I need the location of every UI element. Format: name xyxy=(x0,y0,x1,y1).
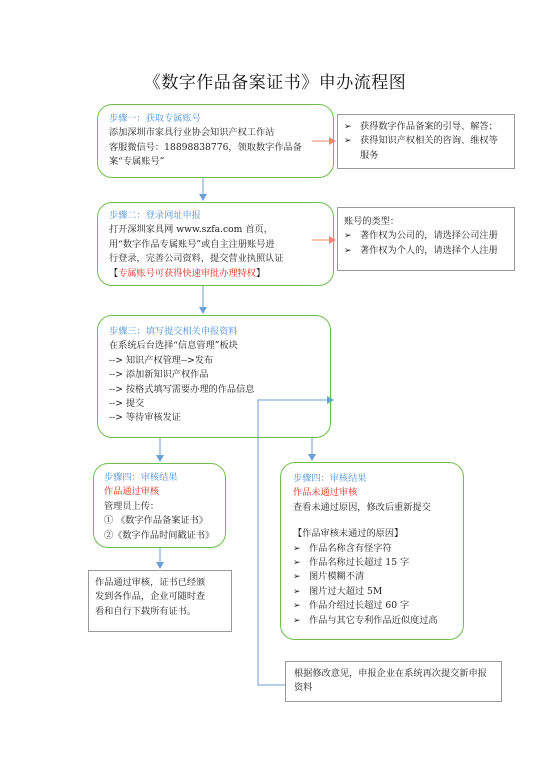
result-line-3: 看和自行下载所有证书。 xyxy=(95,605,197,617)
arrow-bullet-icon: ➢ xyxy=(293,571,301,583)
bracket-open: 【 xyxy=(109,267,119,279)
arrow-bullet-icon: ➢ xyxy=(344,121,352,132)
step4-fail-heading: 步骤四：审核结果 xyxy=(293,473,367,484)
page-title: 《数字作品备案证书》申办流程图 xyxy=(143,73,407,93)
step1-heading: 步骤一：获取专属账号 xyxy=(109,113,201,124)
step3-heading: 步骤三：填写提交相关申报资料 xyxy=(109,326,238,337)
resubmit-line-1: 根据修改意见，申报企业在系统再次提交新申报 xyxy=(294,668,487,679)
step4-fail-line-1: 查看未通过原因，修改后重新提交 xyxy=(293,501,431,513)
step2-line-3: 行登录，完善公司资料，提交营业执照认证 xyxy=(109,253,284,265)
step4-pass-heading: 步骤四：审核结果 xyxy=(104,472,178,483)
step1-line-2: 客服微信号：18898838776，领取数字作品备 xyxy=(109,141,302,153)
bracket-close: 】 xyxy=(256,267,266,279)
reason-item-text: 作品名称含有怪字符 xyxy=(309,542,392,554)
resubmit-line-2: 资料 xyxy=(294,682,313,694)
step3-line-3: --> 添加新知识产权作品 xyxy=(109,369,209,381)
note1-item-2-text: 获得知识产权相关的咨询、维权等 xyxy=(360,135,498,147)
reason-item-text: 作品与其它专利作品近似度过高 xyxy=(309,614,438,626)
result-line-2: 发到各作品，企业可随时查 xyxy=(95,591,206,603)
note2-item-2-text: 著作权为个人的，请选择个人注册 xyxy=(360,244,498,256)
result-line-1: 作品通过审核，证书已经颁 xyxy=(95,577,206,588)
step1-line-3: 案“专属账号” xyxy=(109,156,165,168)
step3-line-4: --> 按格式填写需要办理的作品信息 xyxy=(109,383,255,395)
note1-item-3-text: 服务 xyxy=(360,149,379,161)
arrow-bullet-icon: ➢ xyxy=(293,600,301,612)
step3-line-1: 在系统后台选择“信息管理”板块 xyxy=(109,340,238,352)
arrow-bullet-icon: ➢ xyxy=(344,244,352,256)
arrow-bullet-icon: ➢ xyxy=(293,542,301,554)
step3-line-5: --> 提交 xyxy=(109,398,145,410)
step4-pass-line-2: ① 《数字作品备案证书》 xyxy=(104,515,208,527)
reason-item-text: 图片模糊不清 xyxy=(309,571,365,583)
arrow-resubmit-loop xyxy=(258,400,333,685)
step3-line-6: --> 等待审核发证 xyxy=(109,412,181,424)
step2-heading: 步骤二：登录网址申报 xyxy=(109,210,201,221)
reason-item-text: 作品介绍过长超过 60 字 xyxy=(309,600,410,612)
reasons-heading: 【作品审核未通过的原因】 xyxy=(293,528,404,540)
arrow-bullet-icon: ➢ xyxy=(344,230,352,242)
step1-line-1: 添加深圳市家具行业协会知识产权工作站 xyxy=(109,127,275,139)
reason-item-text: 图片过大超过 5M xyxy=(309,585,383,597)
note2-heading: 账号的类型： xyxy=(344,216,400,227)
arrow-bullet-icon: ➢ xyxy=(293,614,301,626)
note1-item-1-text: 获得数字作品备案的引导、解答； xyxy=(360,121,498,132)
step4-fail-status: 作品未通过审核 xyxy=(293,487,358,499)
step4-pass-status: 作品通过审核 xyxy=(104,486,160,498)
arrow-bullet-icon: ➢ xyxy=(293,557,301,569)
arrow-bullet-icon: ➢ xyxy=(293,585,301,597)
note2-item-1-text: 著作权为公司的，请选择公司注册 xyxy=(360,230,498,242)
step4-pass-line-1: 管理员上传： xyxy=(104,500,160,512)
arrow-bullet-icon: ➢ xyxy=(344,135,352,147)
step2-line-1: 打开深圳家具网 www.szfa.com 首页， xyxy=(109,224,273,236)
reason-item-text: 作品名称过长超过 15 字 xyxy=(309,557,410,569)
step4-pass-line-3: ②《数字作品时间戳证书》 xyxy=(104,529,215,541)
step2-line-2: 用“数字作品专属账号”或自主注册账号进 xyxy=(109,238,275,250)
step2-highlight: 专属账号可获得快速审批办理特权 xyxy=(118,267,256,279)
step3-line-2: --> 知识产权管理-->发布 xyxy=(109,354,214,366)
